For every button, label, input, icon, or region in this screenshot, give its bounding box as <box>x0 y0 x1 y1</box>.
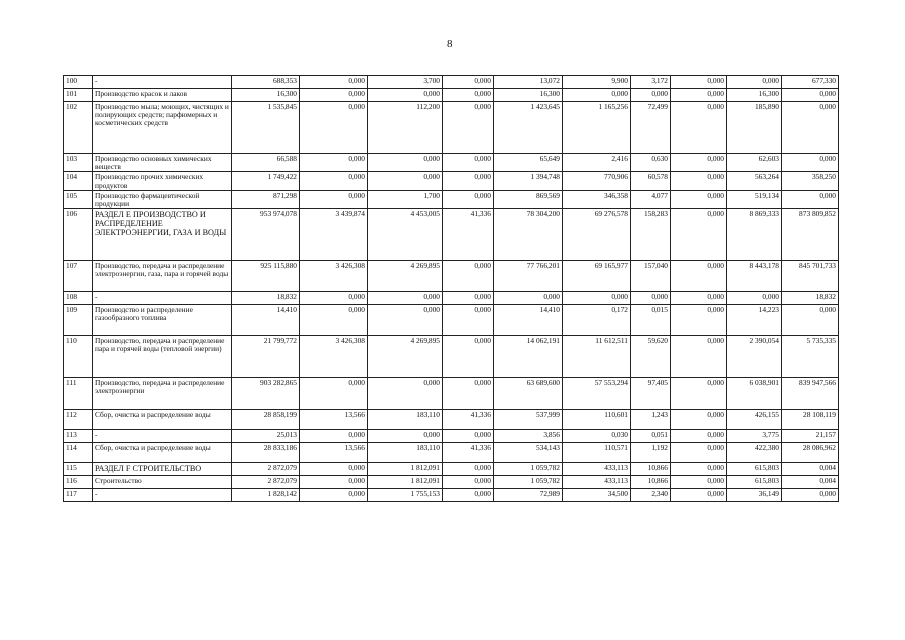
value-cell: 28 108,119 <box>782 410 839 430</box>
value-cell: 59,620 <box>631 336 671 378</box>
value-cell: 0,000 <box>671 261 727 292</box>
value-cell: 16,300 <box>727 89 782 102</box>
value-cell: 10,866 <box>631 463 671 476</box>
value-cell: 13,566 <box>300 410 368 430</box>
table-row <box>64 154 839 172</box>
value-cell: 0,000 <box>300 378 368 410</box>
value-cell: 615,803 <box>727 463 782 476</box>
value-cell: 0,000 <box>443 463 494 476</box>
value-cell: 9,900 <box>563 76 631 89</box>
value-cell: 0,000 <box>443 261 494 292</box>
value-cell: 18,832 <box>232 292 300 305</box>
row-label: Производство прочих химических продуктов <box>93 172 232 190</box>
value-cell: 0,000 <box>443 154 494 172</box>
value-cell: 8 443,178 <box>727 261 782 292</box>
row-number: 104 <box>64 172 93 190</box>
value-cell: 871,298 <box>232 190 300 208</box>
value-cell: 69 276,578 <box>563 209 631 261</box>
value-cell: 183,110 <box>368 443 443 463</box>
value-cell: 0,000 <box>443 305 494 336</box>
value-cell: 0,000 <box>300 154 368 172</box>
value-cell: 10,866 <box>631 476 671 489</box>
value-cell: 925 115,880 <box>232 261 300 292</box>
value-cell: 0,000 <box>782 305 839 336</box>
value-cell: 6 038,901 <box>727 378 782 410</box>
value-cell: 14,410 <box>494 305 563 336</box>
value-cell: 770,906 <box>563 172 631 190</box>
value-cell: 0,000 <box>368 430 443 443</box>
table-row <box>64 463 839 476</box>
value-cell: 534,143 <box>494 443 563 463</box>
value-cell: 0,000 <box>631 292 671 305</box>
value-cell: 1 535,845 <box>232 102 300 154</box>
row-number: 105 <box>64 190 93 208</box>
value-cell: 615,803 <box>727 476 782 489</box>
table-row <box>64 410 839 430</box>
value-cell: 0,000 <box>727 76 782 89</box>
value-cell: 0,000 <box>300 489 368 502</box>
value-cell: 72,499 <box>631 102 671 154</box>
value-cell: 4 269,895 <box>368 336 443 378</box>
value-cell: 0,000 <box>671 430 727 443</box>
value-cell: 839 947,566 <box>782 378 839 410</box>
value-cell: 18,832 <box>782 292 839 305</box>
table-row <box>64 489 839 502</box>
value-cell: 0,000 <box>300 305 368 336</box>
value-cell: 41,336 <box>443 443 494 463</box>
table-row <box>64 336 839 378</box>
row-number: 113 <box>64 430 93 443</box>
value-cell: 0,000 <box>368 172 443 190</box>
value-cell: 158,283 <box>631 209 671 261</box>
value-cell: 0,000 <box>671 292 727 305</box>
value-cell: 0,000 <box>671 89 727 102</box>
table-row <box>64 190 839 208</box>
value-cell: 0,000 <box>671 154 727 172</box>
value-cell: 63 689,600 <box>494 378 563 410</box>
value-cell: 1 165,256 <box>563 102 631 154</box>
value-cell: 14,223 <box>727 305 782 336</box>
row-number: 115 <box>64 463 93 476</box>
value-cell: 72,989 <box>494 489 563 502</box>
row-label: Производство основных химических веществ <box>93 154 232 172</box>
table-row <box>64 102 839 154</box>
value-cell: 1 059,782 <box>494 463 563 476</box>
value-cell: 0,000 <box>671 76 727 89</box>
value-cell: 426,155 <box>727 410 782 430</box>
value-cell: 62,603 <box>727 154 782 172</box>
row-label: Производство фармацевтической продукции <box>93 190 232 208</box>
value-cell: 0,000 <box>671 209 727 261</box>
value-cell: 0,000 <box>443 489 494 502</box>
value-cell: 0,000 <box>494 292 563 305</box>
value-cell: 41,336 <box>443 209 494 261</box>
table-row <box>64 443 839 463</box>
row-label: Производство мыла; моющих, чистящих и полирующих средств; парфюмерных и косметических средств <box>93 102 232 154</box>
table-row <box>64 378 839 410</box>
value-cell: 16,300 <box>232 89 300 102</box>
value-cell: 869,569 <box>494 190 563 208</box>
value-cell: 0,000 <box>671 489 727 502</box>
value-cell: 0,000 <box>671 172 727 190</box>
value-cell: 0,000 <box>368 154 443 172</box>
value-cell: 8 869,333 <box>727 209 782 261</box>
table-row <box>64 292 839 305</box>
value-cell: 14 062,191 <box>494 336 563 378</box>
value-cell: 0,000 <box>671 463 727 476</box>
row-number: 106 <box>64 209 93 261</box>
value-cell: 1 812,091 <box>368 476 443 489</box>
data-table <box>63 75 839 502</box>
row-number: 109 <box>64 305 93 336</box>
value-cell: 36,149 <box>727 489 782 502</box>
value-cell: 1 828,142 <box>232 489 300 502</box>
value-cell: 519,134 <box>727 190 782 208</box>
value-cell: 110,601 <box>563 410 631 430</box>
table-row <box>64 430 839 443</box>
value-cell: 537,999 <box>494 410 563 430</box>
value-cell: 873 809,852 <box>782 209 839 261</box>
value-cell: 1 812,091 <box>368 463 443 476</box>
section-label: РАЗДЕЛ F СТРОИТЕЛЬСТВО <box>93 463 232 476</box>
value-cell: 3,775 <box>727 430 782 443</box>
value-cell: 57 553,294 <box>563 378 631 410</box>
value-cell: 1 755,153 <box>368 489 443 502</box>
value-cell: 433,113 <box>563 463 631 476</box>
value-cell: 0,000 <box>671 336 727 378</box>
value-cell: 0,000 <box>443 89 494 102</box>
value-cell: 0,000 <box>300 76 368 89</box>
value-cell: 0,000 <box>631 89 671 102</box>
value-cell: 0,000 <box>300 102 368 154</box>
row-label: Производство, передача и распределение электроэнергии, газа, пара и горячей воды <box>93 261 232 292</box>
row-number: 108 <box>64 292 93 305</box>
value-cell: 346,358 <box>563 190 631 208</box>
row-label: - <box>93 76 232 89</box>
value-cell: 1,700 <box>368 190 443 208</box>
value-cell: 60,578 <box>631 172 671 190</box>
value-cell: 1 059,782 <box>494 476 563 489</box>
value-cell: 0,000 <box>368 89 443 102</box>
value-cell: 3 439,874 <box>300 209 368 261</box>
value-cell: 0,000 <box>671 476 727 489</box>
value-cell: 183,110 <box>368 410 443 430</box>
value-cell: 41,336 <box>443 410 494 430</box>
value-cell: 0,000 <box>300 190 368 208</box>
value-cell: 0,000 <box>563 292 631 305</box>
page-number: 8 <box>447 38 453 50</box>
value-cell: 97,405 <box>631 378 671 410</box>
table-row <box>64 89 839 102</box>
value-cell: 0,000 <box>443 378 494 410</box>
value-cell: 0,000 <box>443 102 494 154</box>
value-cell: 2 872,079 <box>232 476 300 489</box>
row-label: Сбор, очистка и распределение воды <box>93 410 232 430</box>
value-cell: 0,000 <box>300 430 368 443</box>
value-cell: 110,571 <box>563 443 631 463</box>
value-cell: 0,015 <box>631 305 671 336</box>
value-cell: 563,264 <box>727 172 782 190</box>
row-label: Производство и распределение газообразного топлива <box>93 305 232 336</box>
value-cell: 185,890 <box>727 102 782 154</box>
value-cell: 688,353 <box>232 76 300 89</box>
table-row <box>64 172 839 190</box>
value-cell: 0,000 <box>671 443 727 463</box>
row-label: Строительство <box>93 476 232 489</box>
value-cell: 34,500 <box>563 489 631 502</box>
value-cell: 0,000 <box>300 292 368 305</box>
table-row <box>64 209 839 261</box>
value-cell: 0,030 <box>563 430 631 443</box>
value-cell: 3,700 <box>368 76 443 89</box>
value-cell: 3 426,308 <box>300 336 368 378</box>
value-cell: 16,300 <box>494 89 563 102</box>
value-cell: 66,588 <box>232 154 300 172</box>
value-cell: 28 833,186 <box>232 443 300 463</box>
value-cell: 358,250 <box>782 172 839 190</box>
value-cell: 1 423,645 <box>494 102 563 154</box>
value-cell: 5 735,335 <box>782 336 839 378</box>
value-cell: 0,000 <box>671 190 727 208</box>
value-cell: 65,649 <box>494 154 563 172</box>
value-cell: 2,416 <box>563 154 631 172</box>
table-row <box>64 305 839 336</box>
value-cell: 3 426,308 <box>300 261 368 292</box>
value-cell: 25,013 <box>232 430 300 443</box>
value-cell: 2 872,079 <box>232 463 300 476</box>
value-cell: 0,000 <box>671 410 727 430</box>
value-cell: 0,000 <box>300 463 368 476</box>
value-cell: 14,410 <box>232 305 300 336</box>
value-cell: 13,072 <box>494 76 563 89</box>
value-cell: 422,380 <box>727 443 782 463</box>
row-label: - <box>93 292 232 305</box>
value-cell: 4,077 <box>631 190 671 208</box>
table-row <box>64 76 839 89</box>
value-cell: 2,340 <box>631 489 671 502</box>
value-cell: 0,051 <box>631 430 671 443</box>
value-cell: 0,000 <box>300 172 368 190</box>
value-cell: 0,000 <box>782 102 839 154</box>
row-label: Производство, передача и распределение электроэнергии <box>93 378 232 410</box>
value-cell: 28 086,962 <box>782 443 839 463</box>
row-number: 107 <box>64 261 93 292</box>
value-cell: 677,330 <box>782 76 839 89</box>
row-label: Сбор, очистка и распределение воды <box>93 443 232 463</box>
value-cell: 0,000 <box>300 476 368 489</box>
row-number: 100 <box>64 76 93 89</box>
value-cell: 0,000 <box>443 190 494 208</box>
value-cell: 0,000 <box>443 430 494 443</box>
value-cell: 953 974,078 <box>232 209 300 261</box>
value-cell: 0,000 <box>782 89 839 102</box>
value-cell: 4 453,005 <box>368 209 443 261</box>
value-cell: 0,000 <box>727 292 782 305</box>
value-cell: 77 766,201 <box>494 261 563 292</box>
row-label: Производство красок и лаков <box>93 89 232 102</box>
value-cell: 0,000 <box>671 305 727 336</box>
value-cell: 0,000 <box>671 102 727 154</box>
value-cell: 1 394,748 <box>494 172 563 190</box>
value-cell: 0,000 <box>443 336 494 378</box>
value-cell: 0,004 <box>782 463 839 476</box>
value-cell: 69 165,977 <box>563 261 631 292</box>
value-cell: 0,004 <box>782 476 839 489</box>
value-cell: 112,200 <box>368 102 443 154</box>
value-cell: 4 269,895 <box>368 261 443 292</box>
row-label: Производство, передача и распределение пара и горячей воды (тепловой энергии) <box>93 336 232 378</box>
value-cell: 845 701,733 <box>782 261 839 292</box>
value-cell: 78 304,200 <box>494 209 563 261</box>
row-number: 110 <box>64 336 93 378</box>
value-cell: 21 799,772 <box>232 336 300 378</box>
value-cell: 0,000 <box>563 89 631 102</box>
value-cell: 433,113 <box>563 476 631 489</box>
table-row <box>64 261 839 292</box>
value-cell: 0,000 <box>300 89 368 102</box>
value-cell: 3,856 <box>494 430 563 443</box>
value-cell: 11 612,511 <box>563 336 631 378</box>
table-row <box>64 476 839 489</box>
row-number: 112 <box>64 410 93 430</box>
section-label: РАЗДЕЛ Е ПРОИЗВОДСТВО И РАСПРЕДЕЛЕНИЕ ЭЛЕКТРОЭНЕРГИИ, ГАЗА И ВОДЫ <box>93 209 232 261</box>
row-number: 117 <box>64 489 93 502</box>
value-cell: 0,000 <box>443 76 494 89</box>
row-number: 111 <box>64 378 93 410</box>
value-cell: 0,000 <box>782 190 839 208</box>
value-cell: 0,630 <box>631 154 671 172</box>
value-cell: 0,000 <box>368 305 443 336</box>
value-cell: 0,000 <box>782 154 839 172</box>
value-cell: 1 749,422 <box>232 172 300 190</box>
value-cell: 2 390,054 <box>727 336 782 378</box>
row-label: - <box>93 489 232 502</box>
value-cell: 0,172 <box>563 305 631 336</box>
row-number: 114 <box>64 443 93 463</box>
value-cell: 903 282,865 <box>232 378 300 410</box>
value-cell: 3,172 <box>631 76 671 89</box>
row-number: 101 <box>64 89 93 102</box>
value-cell: 0,000 <box>671 378 727 410</box>
value-cell: 28 858,199 <box>232 410 300 430</box>
row-number: 116 <box>64 476 93 489</box>
row-label: - <box>93 430 232 443</box>
value-cell: 0,000 <box>443 172 494 190</box>
value-cell: 21,157 <box>782 430 839 443</box>
value-cell: 1,192 <box>631 443 671 463</box>
value-cell: 13,566 <box>300 443 368 463</box>
value-cell: 1,243 <box>631 410 671 430</box>
value-cell: 0,000 <box>368 292 443 305</box>
value-cell: 0,000 <box>443 476 494 489</box>
value-cell: 157,040 <box>631 261 671 292</box>
value-cell: 0,000 <box>782 489 839 502</box>
value-cell: 0,000 <box>443 292 494 305</box>
row-number: 103 <box>64 154 93 172</box>
row-number: 102 <box>64 102 93 154</box>
value-cell: 0,000 <box>368 378 443 410</box>
